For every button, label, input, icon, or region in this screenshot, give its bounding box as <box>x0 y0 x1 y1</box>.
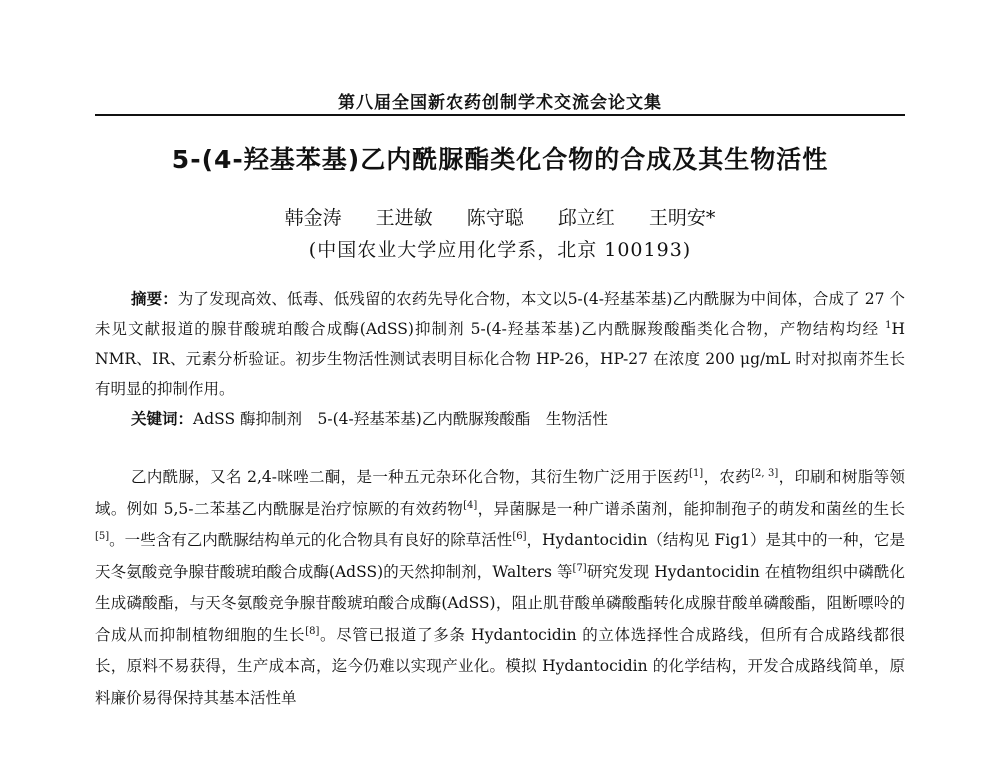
running-header: 第八届全国新农药创制学术交流会论文集 <box>338 93 662 113</box>
body-segment: 。尽管已报道了多条 Hydantocidin 的立体选择性合成路线，但所有合成路线都很长，原料不易获得，生产成本高，迄今仍难以实现产业化。模拟 Hydantocidin 的化学结构，开发合成路线简单，原料廉价易得保持其基本活性单 <box>95 625 905 707</box>
header-rule <box>95 114 905 116</box>
citation-ref: [4] <box>463 499 478 511</box>
citation-ref: [2, 3] <box>751 467 779 479</box>
citation-ref: [5] <box>95 530 110 542</box>
author-5: 王明安* <box>648 207 716 229</box>
citation-ref: [6] <box>512 530 527 542</box>
citation-ref: [1] <box>689 467 704 479</box>
body-segment: 。一些含有乙内酰脲结构单元的化合物具有良好的除草活性 <box>109 531 513 549</box>
nmr-superscript: 1 <box>885 319 892 331</box>
author-2: 王进敏 <box>375 207 433 229</box>
citation-ref: [7] <box>572 562 587 574</box>
author-list <box>0 203 1000 230</box>
abstract <box>95 284 905 404</box>
abstract-label: 摘要： <box>131 289 178 308</box>
citation-ref: [8] <box>305 625 320 637</box>
body-segment: ，印刷和树脂等领域。例如 5,5-二苯基乙内酰脲是治疗惊厥的有效药物 <box>95 468 905 518</box>
affiliation: (中国农业大学应用化学系，北京 100193) <box>308 239 692 261</box>
author-4: 邱立红 <box>557 207 615 229</box>
abstract-text-2: H NMR、IR、元素分析验证。初步生物活性测试表明目标化合物 HP-26，HP-27 在浓度 200 μg/mL 时对拟南芥生长有明显的抑制作用。 <box>95 320 905 398</box>
abstract-text-1: 为了发现高效、低毒、低残留的农药先导化合物，本文以5-(4-羟基苯基)乙内酰脲为中间体，合成了 27 个未见文献报道的腺苷酸琥珀酸合成酶(AdSS)抑制剂 5-(4-羟基苯基)乙内酰脲羧酸酯类化合物，产物结构均经 <box>95 290 905 338</box>
body-segment: ，Hydantocidin（结构见 Fig1）是其中的一种，它是天冬氨酸竞争腺苷酸琥珀酸合成酶(AdSS)的天然抑制剂，Walters 等 <box>95 531 905 581</box>
body-segment: 乙内酰脲，又名 2,4-咪唑二酮，是一种五元杂环化合物，其衍生物广泛用于医药 <box>131 468 690 486</box>
keywords-label: 关键词： <box>131 409 194 428</box>
author-1: 韩金涛 <box>284 207 342 229</box>
body-paragraph <box>95 462 905 714</box>
body-segment: 研究发现 Hydantocidin 在植物组织中磷酰化生成磷酸酯，与天冬氨酸竞争腺苷酸琥珀酸合成酶(AdSS)，阻止肌苷酸单磷酸酯转化成腺苷酸单磷酸酯，阻断嘌呤的合成从而抑制植物细胞的生长 <box>95 562 905 644</box>
author-3: 陈守聪 <box>466 207 524 229</box>
body-segment: ，异菌脲是一种广谱杀菌剂，能抑制孢子的萌发和菌丝的生长 <box>477 499 905 518</box>
keywords <box>95 404 905 434</box>
paper-title: 5-(4-羟基苯基)乙内酰脲酯类化合物的合成及其生物活性 <box>171 145 829 174</box>
keywords-text: AdSS 酶抑制剂 5-(4-羟基苯基)乙内酰脲羧酸酯 生物活性 <box>193 410 608 428</box>
body-segment: ，农药 <box>703 468 752 486</box>
